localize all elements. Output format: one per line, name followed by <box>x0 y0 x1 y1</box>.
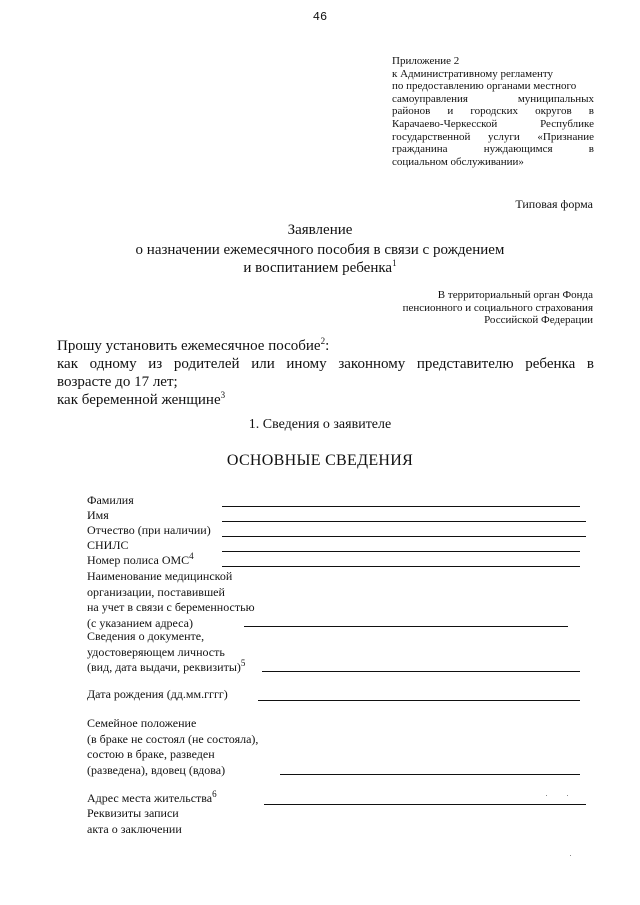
address-text: Адрес места жительства <box>87 791 213 805</box>
field-label-id-document <box>87 629 245 676</box>
section-title: 1. Сведения о заявителе <box>248 417 392 432</box>
field-label-marital-status <box>87 716 258 778</box>
appendix-line: социальном обслуживании» <box>392 155 524 168</box>
label-line: (разведена), вдовец (вдова) <box>87 762 226 777</box>
appendix-header <box>392 55 594 168</box>
field-label-act-record <box>87 806 182 837</box>
field-label-name: Имя <box>87 508 109 522</box>
label-line: Сведения о документе, <box>87 629 205 643</box>
footnote-mark: 5 <box>240 658 246 668</box>
label-line: организации, поставившей <box>87 584 225 599</box>
field-label-oms <box>87 553 194 569</box>
field-label-medical-org <box>87 569 255 631</box>
label-line: акта о заключении <box>87 821 182 836</box>
name-input-line[interactable] <box>222 521 586 522</box>
medical-org-input-line[interactable] <box>244 626 568 627</box>
label-line: (с указанием адреса) <box>87 615 193 630</box>
request-text: Прошу установить ежемесячное пособие <box>57 338 321 354</box>
footnote-mark: 2 <box>320 336 326 346</box>
request-colon: : <box>325 338 330 354</box>
scan-speck <box>570 855 571 856</box>
footnote-mark: 3 <box>220 390 226 400</box>
main-heading: ОСНОВНЫЕ СВЕДЕНИЯ <box>226 452 414 469</box>
request-line-1 <box>57 337 594 355</box>
request-line-4 <box>57 391 594 409</box>
addressee-line: Российской Федерации <box>484 314 593 327</box>
appendix-line: районов и городских округов в <box>392 105 594 118</box>
appendix-line: государственной услуги «Признание <box>392 130 594 143</box>
patronymic-input-line[interactable] <box>222 536 586 537</box>
title-line-3 <box>0 258 640 278</box>
footnote-mark: 6 <box>212 789 217 799</box>
title-text: и воспитанием ребенка <box>243 260 393 276</box>
label-line: состою в браке, разведен <box>87 747 215 761</box>
surname-input-line[interactable] <box>222 506 580 507</box>
label-line: Реквизиты записи <box>87 806 179 820</box>
field-label-address <box>87 791 217 807</box>
id-doc-text: (вид, дата выдачи, реквизиты) <box>87 660 241 674</box>
oms-input-line[interactable] <box>222 566 580 567</box>
scan-speck <box>546 795 547 796</box>
footnote-mark: 4 <box>189 551 194 561</box>
appendix-line: по предоставлению органами местного <box>392 80 577 93</box>
appendix-line: самоуправления муниципальных <box>392 92 594 105</box>
appendix-line: Карачаево-Черкесской Республике <box>392 117 594 130</box>
field-label-birth-date: Дата рождения (дд.мм.гггг) <box>87 687 228 701</box>
marital-status-input-line[interactable] <box>280 774 580 775</box>
id-document-input-line[interactable] <box>262 671 580 672</box>
addressee-line: пенсионного и социального страхования <box>402 301 593 314</box>
addressee-line: В территориальный орган Фонда <box>437 289 593 301</box>
request-text: как беременной женщине <box>57 392 221 408</box>
appendix-line: к Административному регламенту <box>392 67 554 80</box>
snils-input-line[interactable] <box>222 551 580 552</box>
label-line: Наименование медицинской <box>87 569 233 583</box>
label-line: удостоверяющем личность <box>87 644 225 659</box>
address-input-line[interactable] <box>264 804 586 805</box>
scan-speck <box>567 795 568 796</box>
label-line: Семейное положение <box>87 716 197 730</box>
field-label-patronymic: Отчество (при наличии) <box>87 523 211 537</box>
form-type-label: Типовая форма <box>515 197 593 211</box>
appendix-line: Приложение 2 <box>392 55 460 67</box>
appendix-line: гражданина нуждающимся в <box>392 143 594 156</box>
request-line-2: как одному из родителей или иному законному представителю ребенка в <box>57 356 594 372</box>
request-block <box>57 337 594 409</box>
label-line: (в браке не состоял (не состояла), <box>87 731 259 746</box>
page-number: 46 <box>312 10 328 24</box>
request-line-3: возрасте до 17 лет; <box>57 374 178 390</box>
field-label-snils: СНИЛС <box>87 538 129 552</box>
field-label-surname: Фамилия <box>87 493 134 507</box>
birth-date-input-line[interactable] <box>258 700 580 701</box>
title-line-2: о назначении ежемесячного пособия в связи с рождением <box>135 242 505 258</box>
footnote-mark: 1 <box>392 258 397 268</box>
title-line-1: Заявление <box>287 222 353 238</box>
oms-text: Номер полиса ОМС <box>87 553 190 567</box>
addressee-block <box>403 289 593 327</box>
label-line: на учет в связи с беременностью <box>87 600 255 614</box>
label-line <box>87 660 245 676</box>
